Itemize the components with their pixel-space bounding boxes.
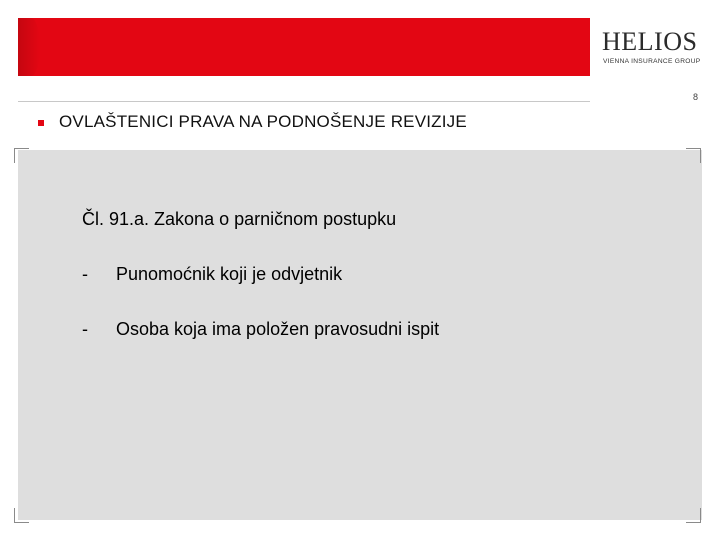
- square-bullet-icon: [38, 120, 44, 126]
- logo-name: HELIOS: [602, 27, 698, 56]
- corner-mark-bottom-left: [14, 508, 29, 523]
- corner-mark-top-right: [686, 148, 701, 163]
- header-banner: [18, 18, 590, 76]
- logo-tagline: VIENNA INSURANCE GROUP: [603, 58, 701, 65]
- corner-mark-bottom-right: [686, 508, 701, 523]
- list-item-marker: -: [82, 264, 88, 284]
- content-heading: Čl. 91.a. Zakona o parničnom postupku: [82, 209, 397, 229]
- header-divider: [18, 101, 590, 102]
- slide-title: OVLAŠTENICI PRAVA NA PODNOŠENJE REVIZIJE: [59, 112, 467, 131]
- corner-mark-top-left: [14, 148, 29, 163]
- helios-logo: [600, 26, 700, 74]
- list-item-marker: -: [82, 319, 88, 339]
- list-item-text: Osoba koja ima položen pravosudni ispit: [116, 319, 440, 339]
- page-number: 8: [692, 92, 698, 102]
- list-item-text: Punomoćnik koji je odvjetnik: [116, 264, 343, 284]
